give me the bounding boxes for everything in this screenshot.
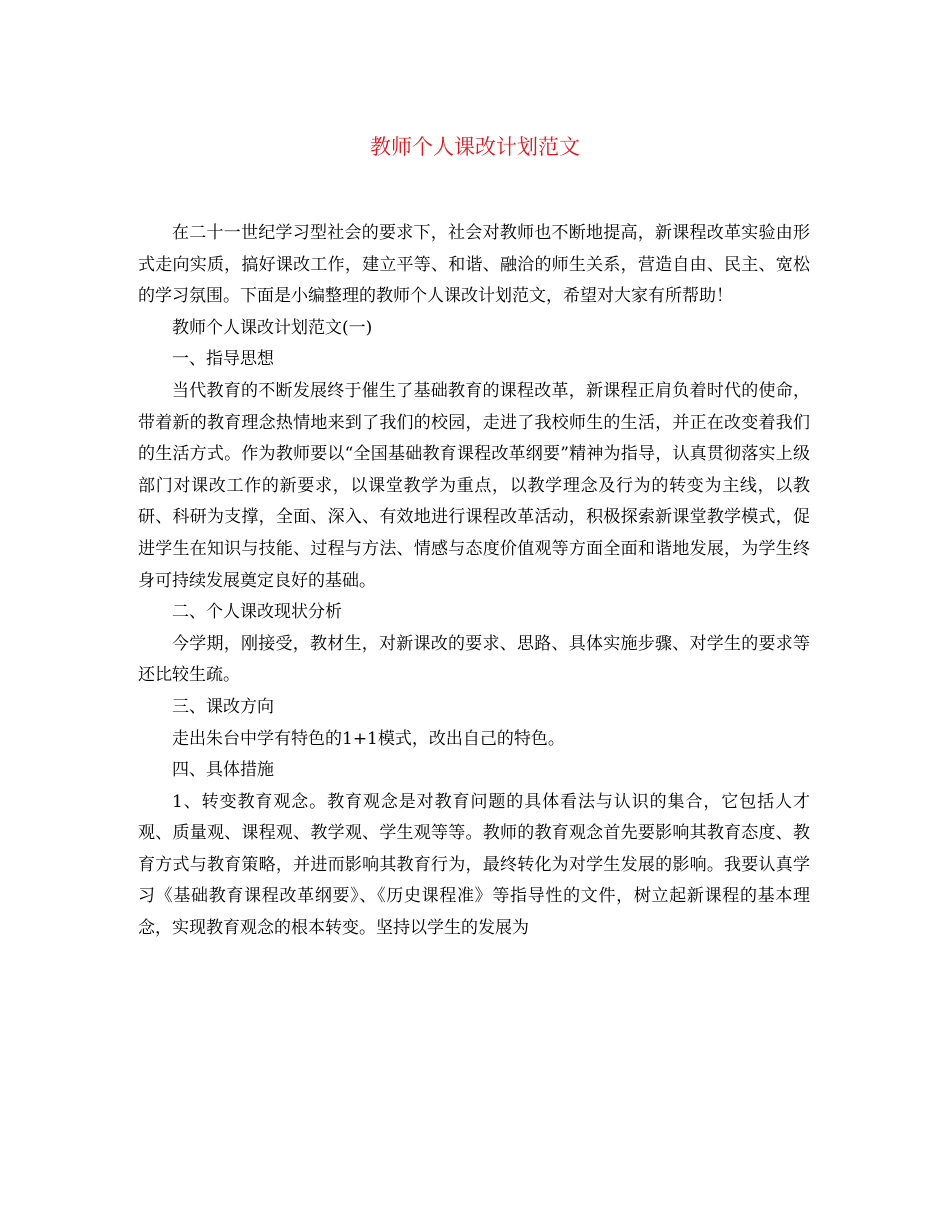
paragraph-guiding-ideology: 当代教育的不断发展终于催生了基础教育的课程改革，新课程正肩负着时代的使命，带着新的教育理念热情地来到了我们的校园，走进了我校师生的生活，并正在改变着我们的生活方式。作为教师要以“全国基础教育课程改革纲要”精神为指导，认真贯彻落实上级部门对课改工作的新要求，以课堂教学为重点，以教学理念及行为的转变为主线，以教研、科研为支撑，全面、深入、有效地进行课程改革活动，积极探索新课堂教学模式，促进学生在知识与技能、过程与方法、情感与态度价值观等方面全面和谐地发展，为学生终身可持续发展奠定良好的基础。 [138,380,810,591]
heading-reform-direction: 三、课改方向 [172,696,274,717]
paragraph-reform-direction: 走出朱台中学有特色的1+1模式，改出自己的特色。 [172,728,565,749]
paragraph-measure-one: 1、转变教育观念。教育观念是对教育问题的具体看法与认识的集合，它包括人才观、质量观、课程观、教学观、学生观等等。教师的教育观念首先要影响其教育态度、教育方式与教育策略，并进而影响其教育行为，最终转化为对学生发展的影响。我要认真学习《基础教育课程改革纲要》、《历史课程准》等指导性的文件，树立起新课程的基本理念，实现教育观念的根本转变。坚持以学生的发展为 [138,791,810,939]
document-title: 教师个人课改计划范文 [370,135,580,159]
heading-specific-measures: 四、具体措施 [172,760,274,781]
heading-status-analysis: 二、个人课改现状分析 [172,602,342,623]
heading-guiding-ideology: 一、指导思想 [172,349,274,370]
intro-paragraph: 在二十一世纪学习型社会的要求下，社会对教师也不断地提高，新课程改革实验由形式走向实质，搞好课改工作，建立平等、和谐、融洽的师生关系，营造自由、民主、宽松的学习氛围。下面是小编整理的教师个人课改计划范文，希望对大家有所帮助！ [138,223,810,307]
document-body [138,218,810,945]
paragraph-status-analysis: 今学期，刚接受，教材生，对新课改的要求、思路、具体实施步骤、对学生的要求等还比较生疏。 [138,633,810,686]
section-heading-sample-one: 教师个人课改计划范文(一) [172,317,373,338]
